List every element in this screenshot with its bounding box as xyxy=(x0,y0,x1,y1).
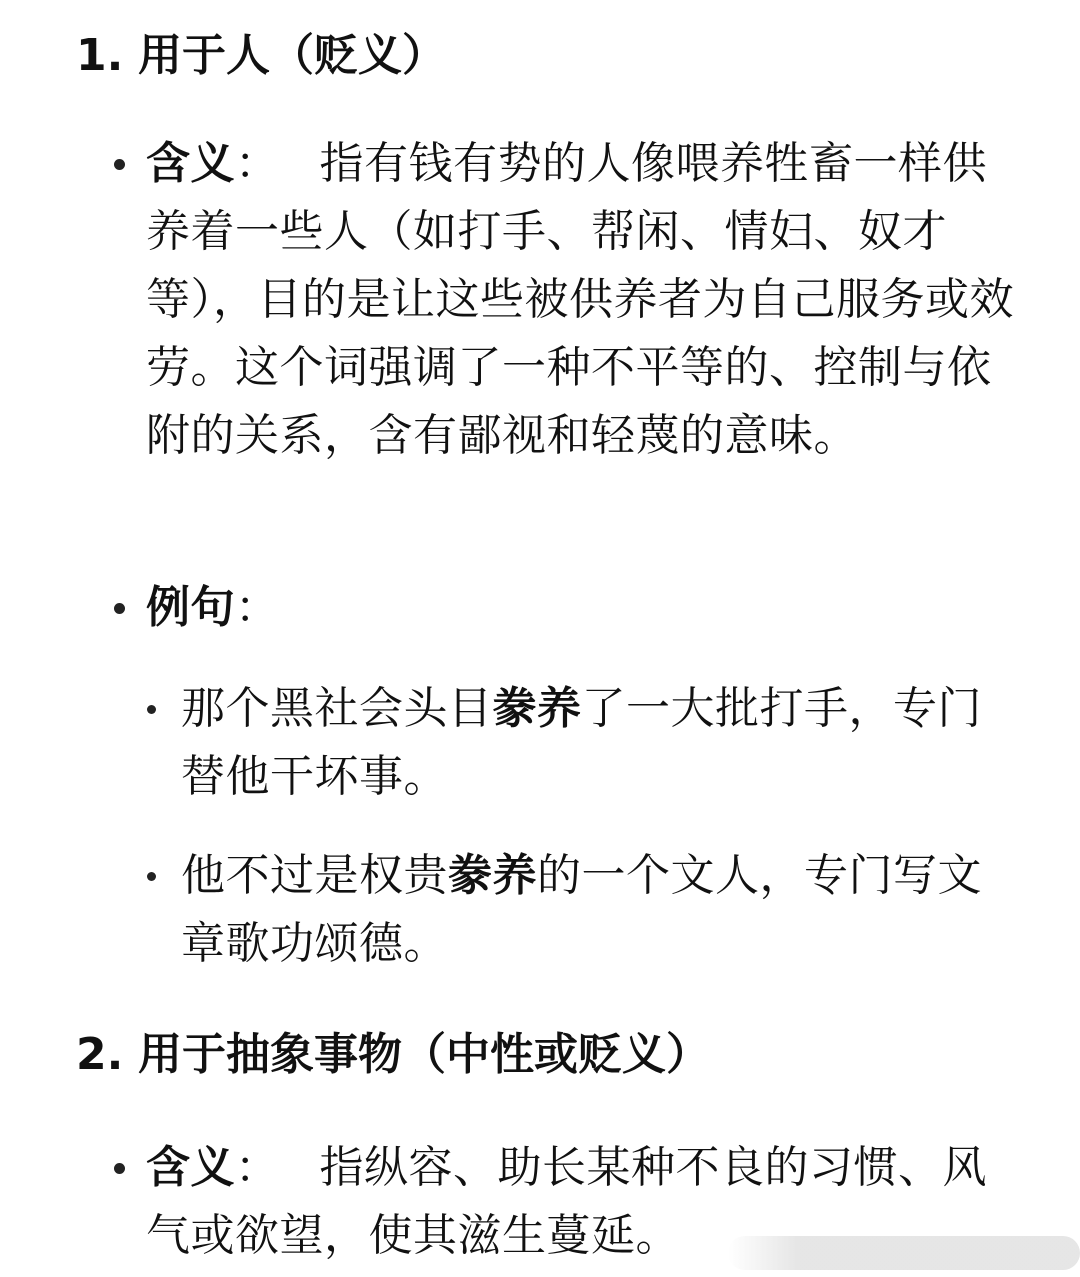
example-keyword: 豢养 xyxy=(448,850,537,901)
bullet-dot xyxy=(114,603,125,614)
example-text-before: 那个黑社会头目 xyxy=(181,683,493,734)
section-1-title: 用于人（贬义） xyxy=(138,30,446,81)
example-text-after: 了一大批打手，专门替他干坏事。 xyxy=(181,683,982,802)
bullet-dot xyxy=(114,159,125,170)
example-sentence-2 xyxy=(181,842,1011,978)
example-sentence-1 xyxy=(181,675,1011,811)
section-1-examples xyxy=(146,574,1018,642)
section-2-number: 2. xyxy=(76,1029,124,1080)
watermark-overlay xyxy=(728,1236,1080,1270)
section-1-meaning xyxy=(146,130,1018,470)
section-1-heading xyxy=(76,26,446,86)
meaning-text: 指有钱有势的人像喂养牲畜一样供养着一些人（如打手、帮闲、情妇、奴才等），目的是让这些被供养者为自己服务或效劳。这个词强调了一种不平等的、控制与依附的关系，含有鄙视和轻蔑的意味。 xyxy=(146,138,1014,461)
section-1-number: 1. xyxy=(76,30,124,81)
example-text-after: 的一个文人，专门写文章歌功颂德。 xyxy=(181,850,982,969)
meaning-label: 含义 xyxy=(146,1142,235,1193)
examples-label: 例句 xyxy=(146,582,235,633)
section-2-heading xyxy=(76,1025,710,1085)
example-keyword: 豢养 xyxy=(492,683,582,734)
sub-bullet-dot xyxy=(147,705,156,714)
meaning-text: 指纵容、助长某种不良的习惯、风气或欲望，使其滋生蔓延。 xyxy=(146,1142,987,1261)
meaning-colon: ： xyxy=(235,1142,280,1193)
bullet-dot xyxy=(114,1163,125,1174)
meaning-label: 含义 xyxy=(146,138,235,189)
sub-bullet-dot xyxy=(147,872,156,881)
examples-colon: ： xyxy=(235,582,280,633)
meaning-colon: ： xyxy=(235,138,280,189)
section-2-title: 用于抽象事物（中性或贬义） xyxy=(138,1029,710,1080)
example-text-before: 他不过是权贵 xyxy=(181,850,448,901)
